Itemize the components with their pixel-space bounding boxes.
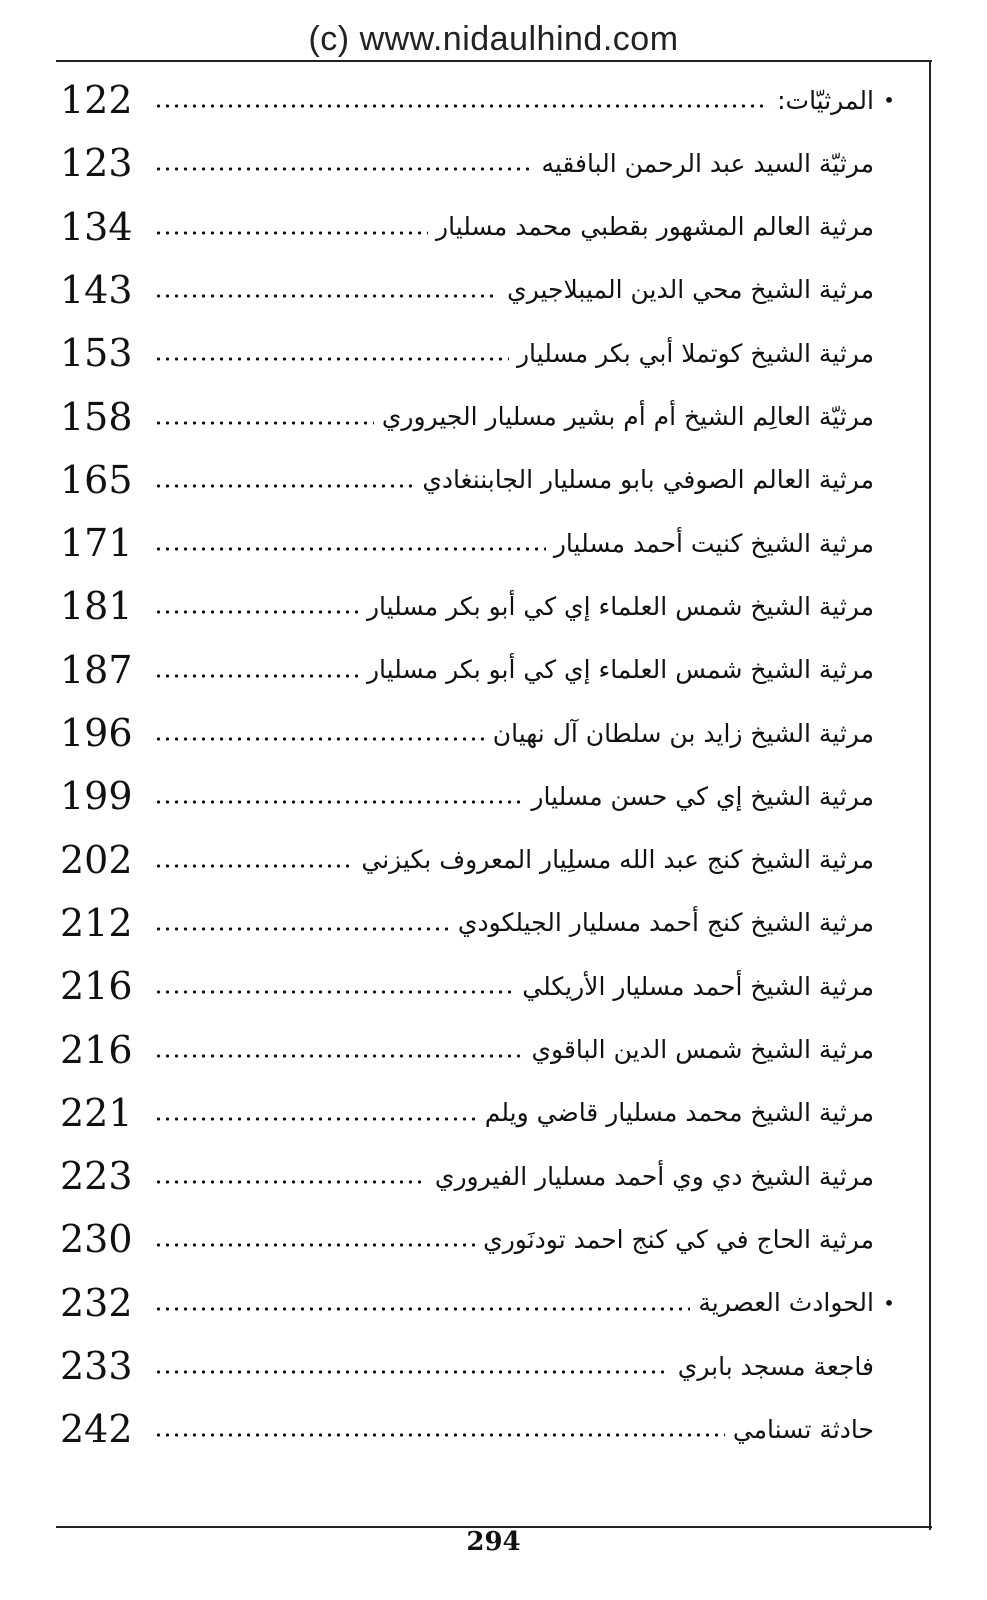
toc-page-number: 233: [60, 1344, 133, 1388]
toc-entry-title: مرثية الشيخ إي كي حسن مسليار: [531, 781, 874, 811]
toc-page-number: 221: [60, 1090, 133, 1135]
toc-page-number: 165: [60, 457, 133, 502]
toc-page-number: 158: [60, 394, 133, 439]
toc-page-number: 232: [60, 1280, 133, 1325]
bullet-icon: •: [883, 1290, 895, 1315]
dot-leader: [154, 735, 485, 743]
toc-entry-title: مرثية الحاج في كي كنج احمد تودنَوري: [483, 1224, 874, 1254]
toc-entry: [60, 703, 900, 763]
toc-entry-title: الحوادث العصرية: [698, 1288, 874, 1318]
toc-entry-title: مرثية العالم الصوفي بابو مسليار الجابننغادي: [422, 465, 874, 495]
toc-entry-title: مرثية الشيخ أحمد مسليار الأريكلي: [522, 971, 874, 1001]
toc-page-number: 187: [60, 647, 133, 692]
toc-entry-title: مرثية الشيخ شمس العلماء إي كي أبو بكر مسليار: [366, 591, 874, 621]
toc-page-number: 216: [60, 1027, 133, 1072]
toc-page-number: 153: [60, 331, 133, 376]
toc-entry-title: مرثية الشيخ كنج عبد الله مسلِيار المعروف بكيزني: [361, 845, 874, 875]
toc-page-number: 143: [60, 267, 133, 312]
dot-leader: [154, 355, 509, 363]
dot-leader: [154, 1178, 427, 1186]
toc-entry: [60, 576, 900, 636]
toc-entry: [60, 1020, 900, 1080]
dot-leader: [154, 925, 450, 933]
dot-leader: [154, 862, 353, 870]
toc-entry: [60, 1399, 900, 1459]
toc-entry-title: فاجعة مسجد بابري: [677, 1351, 874, 1381]
dot-leader: [154, 545, 546, 553]
toc-entry: [60, 513, 900, 573]
dot-leader: [154, 482, 414, 490]
toc-page-number: 212: [60, 900, 133, 945]
dot-leader: [154, 798, 523, 806]
toc-entry: [60, 133, 900, 193]
dot-leader: [154, 1305, 690, 1313]
toc-page-number: 199: [60, 774, 133, 819]
toc-entry-title: مرثيّة السيد عبد الرحمن البافقيه: [541, 148, 874, 178]
toc-page-number: 134: [60, 204, 133, 249]
toc-page-number: 122: [60, 78, 133, 122]
toc-entry: [60, 956, 900, 1016]
toc-page-number: 216: [60, 964, 133, 1009]
toc-entry-title: مرثية الشيخ زايد بن سلطان آل نهيان: [492, 718, 874, 748]
toc-entry-title: مرثية العالم المشهور بقطبي محمد مسليار: [436, 212, 874, 242]
toc-entry-title: مرثية الشيخ كنيت أحمد مسليار: [553, 528, 874, 558]
frame-top-rule: [56, 60, 932, 62]
toc-entry-title: مرثية الشيخ شمس الدين الباقوي: [531, 1035, 874, 1064]
toc-entry: [60, 450, 900, 510]
toc-page-number: 202: [60, 837, 133, 882]
toc-entry: [60, 260, 900, 320]
toc-page-number: 123: [60, 141, 133, 186]
dot-leader: [154, 419, 374, 427]
dot-leader: [154, 1115, 477, 1123]
toc-page-number: 230: [60, 1217, 133, 1262]
toc-entry: [60, 830, 900, 890]
dot-leader: [154, 988, 514, 996]
toc-entry-title: مرثيّة العالِم الشيخ أم أم بشير مسليار الجيروري: [381, 402, 874, 431]
toc-entry-title: مرثية الشيخ دي وي أحمد مسليار الفيروري: [434, 1161, 874, 1191]
page-number: 294: [466, 1527, 521, 1557]
toc-entry: [60, 893, 900, 953]
dot-leader: [154, 1431, 725, 1439]
dot-leader: [154, 229, 428, 237]
toc-entry-title: مرثية الشيخ شمس العلماء إي كي أبو بكر مسليار: [366, 655, 874, 685]
toc-entry-title: حادثة تسنامي: [732, 1414, 874, 1444]
toc-entry-title: مرثية الشيخ محي الدين الميبلاجيري: [507, 275, 874, 305]
toc-entry: [60, 1273, 900, 1333]
dot-leader: [154, 1368, 670, 1376]
toc-entry-title: مرثية الشيخ كنج أحمد مسليار الجيلكودي: [457, 908, 874, 938]
bullet-icon: •: [883, 88, 895, 112]
dot-leader: [154, 1241, 475, 1249]
toc-entry: [60, 387, 900, 447]
toc-page-number: 181: [60, 584, 133, 629]
dot-leader: [154, 165, 533, 173]
toc-entry-title: مرثية الشيخ محمد مسليار قاضي ويلم: [484, 1098, 874, 1128]
toc-entry: [60, 70, 900, 130]
dot-leader: [154, 292, 499, 300]
watermark-url: (c) www.nidaulhind.com: [308, 20, 679, 58]
toc-page-number: 242: [60, 1407, 133, 1452]
dot-leader: [154, 102, 769, 110]
toc-page-number: 196: [60, 711, 133, 755]
toc-entry: [60, 766, 900, 826]
toc-entry: [60, 1336, 900, 1396]
toc-entry-title: المرثيّات:: [777, 85, 874, 115]
toc-entry: [60, 640, 900, 700]
toc-page-number: 171: [60, 521, 133, 566]
dot-leader: [154, 672, 359, 680]
dot-leader: [154, 608, 359, 616]
toc-entry: [60, 323, 900, 383]
dot-leader: [154, 1052, 523, 1060]
toc-entry-title: مرثية الشيخ كوتملا أبي بكر مسليار: [516, 338, 874, 368]
toc-entry: [60, 1146, 900, 1206]
toc-page-number: 223: [60, 1154, 133, 1199]
frame-right-rule: [929, 60, 931, 1530]
toc-entry: [60, 1209, 900, 1269]
toc-entry: [60, 197, 900, 257]
toc-entry: [60, 1083, 900, 1143]
